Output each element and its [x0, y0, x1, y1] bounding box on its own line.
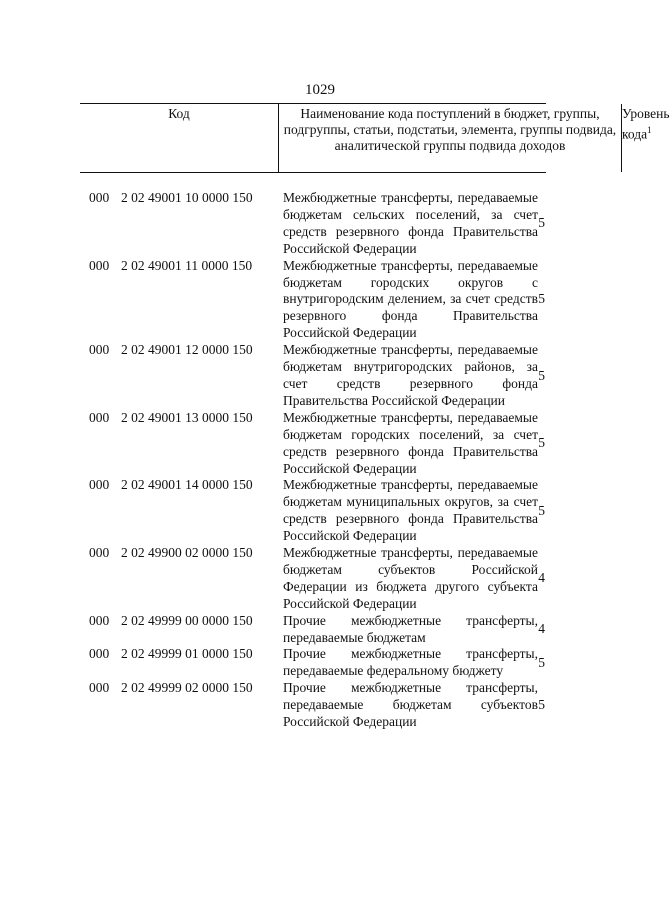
table-row [80, 646, 546, 680]
code-level: 5 [538, 502, 545, 518]
revenue-name: Межбюджетные трансферты, передаваемые бюджетам внутригородских районов, за счет средств резервного фонда Правительства Российской Федерации [283, 342, 538, 408]
revenue-name: Прочие межбюджетные трансферты, передаваемые бюджетам субъектов Российской Федерации [283, 680, 538, 730]
agency-code: 000 [89, 190, 110, 205]
table-row [80, 190, 546, 258]
code-level: 4 [538, 621, 545, 637]
table-body [80, 190, 546, 731]
revenue-name: Межбюджетные трансферты, передаваемые бюджетам городских округов с внутригородским делением, за счет средств резервного фонда Правительства Российской Федерации [283, 257, 538, 341]
code-level: 5 [538, 215, 545, 231]
revenue-code: 2 02 49999 01 0000 150 [121, 646, 253, 662]
agency-code: 000 [89, 342, 110, 358]
table-row [80, 613, 546, 647]
code-level: 5 [538, 435, 545, 451]
revenue-name: Межбюджетные трансферты, передаваемые бюджетам муниципальных округов, за счет средств резервного фонда Правительства Российской Федерации [283, 477, 538, 544]
agency-code: 000 [89, 545, 110, 561]
revenue-code: 2 02 49001 10 0000 150 [121, 190, 253, 205]
revenue-code: 2 02 49900 02 0000 150 [121, 545, 253, 561]
header-level-label: Уровень кода [622, 106, 670, 142]
agency-code: 000 [89, 612, 110, 628]
code-level: 5 [538, 654, 545, 670]
code-level: 4 [538, 570, 545, 586]
code-level: 5 [538, 367, 545, 383]
revenue-name: Межбюджетные трансферты, передаваемые бюджетам сельских поселений, за счет средств резервного фонда Правительства Российской Федерации [283, 190, 538, 256]
table-row [80, 545, 546, 613]
table-header [80, 103, 670, 173]
revenue-name: Прочие межбюджетные трансферты, передаваемые бюджетам [283, 612, 538, 645]
code-level: 5 [538, 697, 545, 713]
revenue-code: 2 02 49001 13 0000 150 [121, 409, 253, 425]
revenue-name: Межбюджетные трансферты, передаваемые бюджетам субъектов Российской Федерации из бюджета другого субъекта Российской Федерации [283, 545, 538, 611]
revenue-code: 2 02 49999 00 0000 150 [121, 612, 253, 628]
revenue-code: 2 02 49999 02 0000 150 [121, 680, 253, 696]
table-row [80, 342, 546, 410]
table-row [80, 680, 546, 731]
agency-code: 000 [89, 646, 110, 662]
header-code: Код [168, 106, 190, 121]
agency-code: 000 [89, 680, 110, 696]
revenue-code: 2 02 49001 12 0000 150 [121, 342, 253, 358]
agency-code: 000 [89, 409, 110, 425]
revenue-code: 2 02 49001 11 0000 150 [121, 257, 253, 273]
page-number: 1029 [305, 82, 335, 98]
table-row [80, 410, 546, 478]
footnote-marker: 1 [647, 125, 652, 135]
revenue-name: Межбюджетные трансферты, передаваемые бюджетам городских поселений, за счет средств резервного фонда Правительства Российской Федерации [283, 409, 538, 476]
table-row [80, 477, 546, 545]
header-name: Наименование кода поступлений в бюджет, группы, подгруппы, статьи, подстатьи, элемента, группы подвида, аналитической группы подвида доходов [278, 104, 622, 172]
revenue-name: Прочие межбюджетные трансферты, передаваемые федеральному бюджету [283, 646, 538, 679]
revenue-code: 2 02 49001 14 0000 150 [121, 477, 253, 493]
agency-code: 000 [89, 257, 110, 273]
table-row [80, 258, 546, 343]
agency-code: 000 [89, 477, 110, 493]
code-level: 5 [538, 291, 545, 307]
